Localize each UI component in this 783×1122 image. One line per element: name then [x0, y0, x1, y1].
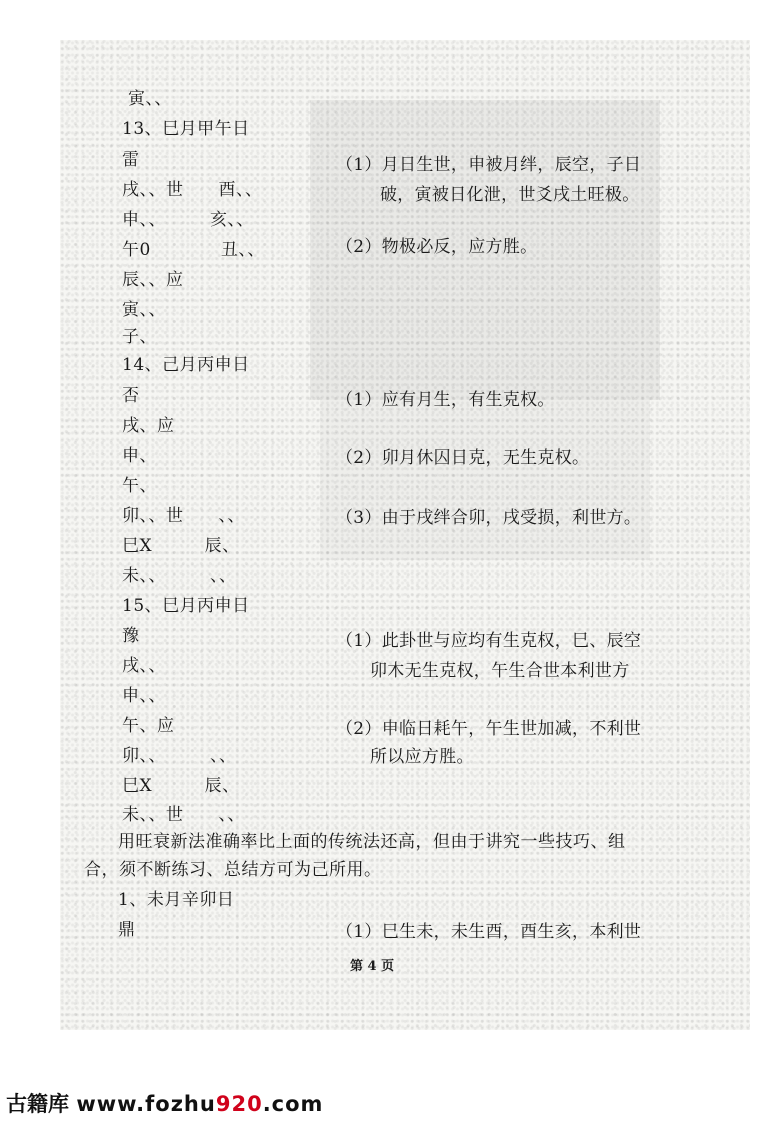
section-heading: 14、己月丙申日 [122, 355, 250, 375]
hexagram-name: 鼎 [118, 920, 136, 940]
analysis-note: （1）应有月生，有生克权。 [336, 390, 555, 410]
hexagram-line: 未、、世 、、 [122, 805, 245, 825]
hexagram-line: 申、、 [122, 686, 166, 706]
hexagram-line: 申、 [122, 446, 157, 466]
body-paragraph-line: 用旺衰新法准确率比上面的传统法还高，但由于讲究一些技巧、组 [118, 832, 626, 852]
section-heading: 15、巳月丙申日 [122, 596, 250, 616]
hexagram-line: 申、、 亥、、 [122, 210, 254, 230]
hexagram-line: 午、 [122, 476, 157, 496]
hexagram-line: 卯、、世 、、 [122, 506, 245, 526]
hexagram-line: 子、 [122, 327, 157, 347]
page-number: 第 4 页 [350, 959, 395, 974]
site-url-prefix: www.fozhu [76, 1092, 216, 1116]
section-heading: 1、未月辛卯日 [118, 890, 235, 910]
analysis-note: （1）月日生世，申被月绊，辰空，子日 [336, 155, 642, 175]
site-url-suffix: .com [262, 1092, 324, 1116]
analysis-note: 卯木无生克权，午生合世本利世方 [370, 661, 630, 681]
analysis-note: （1）巳生未，未生酉，酉生亥，本利世 [336, 922, 642, 942]
hexagram-line: 未、、 、、 [122, 566, 237, 586]
body-paragraph-line: 合，须不断练习、总结方可为己所用。 [84, 860, 382, 880]
site-watermark [6, 1088, 323, 1118]
hexagram-line: 戌、、 [122, 656, 166, 676]
analysis-note: （2）卯月休囚日克，无生克权。 [336, 448, 590, 468]
section-heading: 13、巳月甲午日 [122, 119, 250, 139]
site-url [76, 1092, 323, 1116]
site-url-digits: 920 [215, 1092, 263, 1116]
hexagram-line: 午0 丑、、 [122, 240, 265, 260]
analysis-note: （3）由于戌绊合卯，戌受损，利世方。 [336, 508, 642, 528]
hexagram-line: 辰、、应 [122, 270, 184, 290]
scan-noise-band [320, 400, 650, 560]
analysis-note: 所以应方胜。 [370, 747, 474, 767]
hexagram-line: 寅、、 [122, 300, 166, 320]
analysis-note: （2）申临日耗午，午生世加减，不利世 [336, 719, 642, 739]
hexagram-line: 巳X 辰、 [122, 536, 240, 556]
hexagram-line: 戌、、世 酉、、 [122, 180, 263, 200]
hexagram-line: 巳X 辰、 [122, 776, 240, 796]
hexagram-name: 豫 [122, 626, 140, 646]
hexagram-line: 卯、、 、、 [122, 746, 237, 766]
hexagram-name: 雷 [122, 150, 140, 170]
hexagram-line: 午、应 [122, 716, 175, 736]
hexagram-line: 戌、应 [122, 416, 175, 436]
hexagram-name: 否 [122, 386, 140, 406]
analysis-note: 破，寅被日化泄，世爻戌土旺极。 [380, 185, 640, 205]
analysis-note: （2）物极必反，应方胜。 [336, 237, 538, 257]
site-name: 古籍库 [6, 1092, 69, 1116]
analysis-note: （1）此卦世与应均有生克权，巳、辰空 [336, 631, 642, 651]
hexagram-line: 寅、、 [128, 89, 172, 109]
